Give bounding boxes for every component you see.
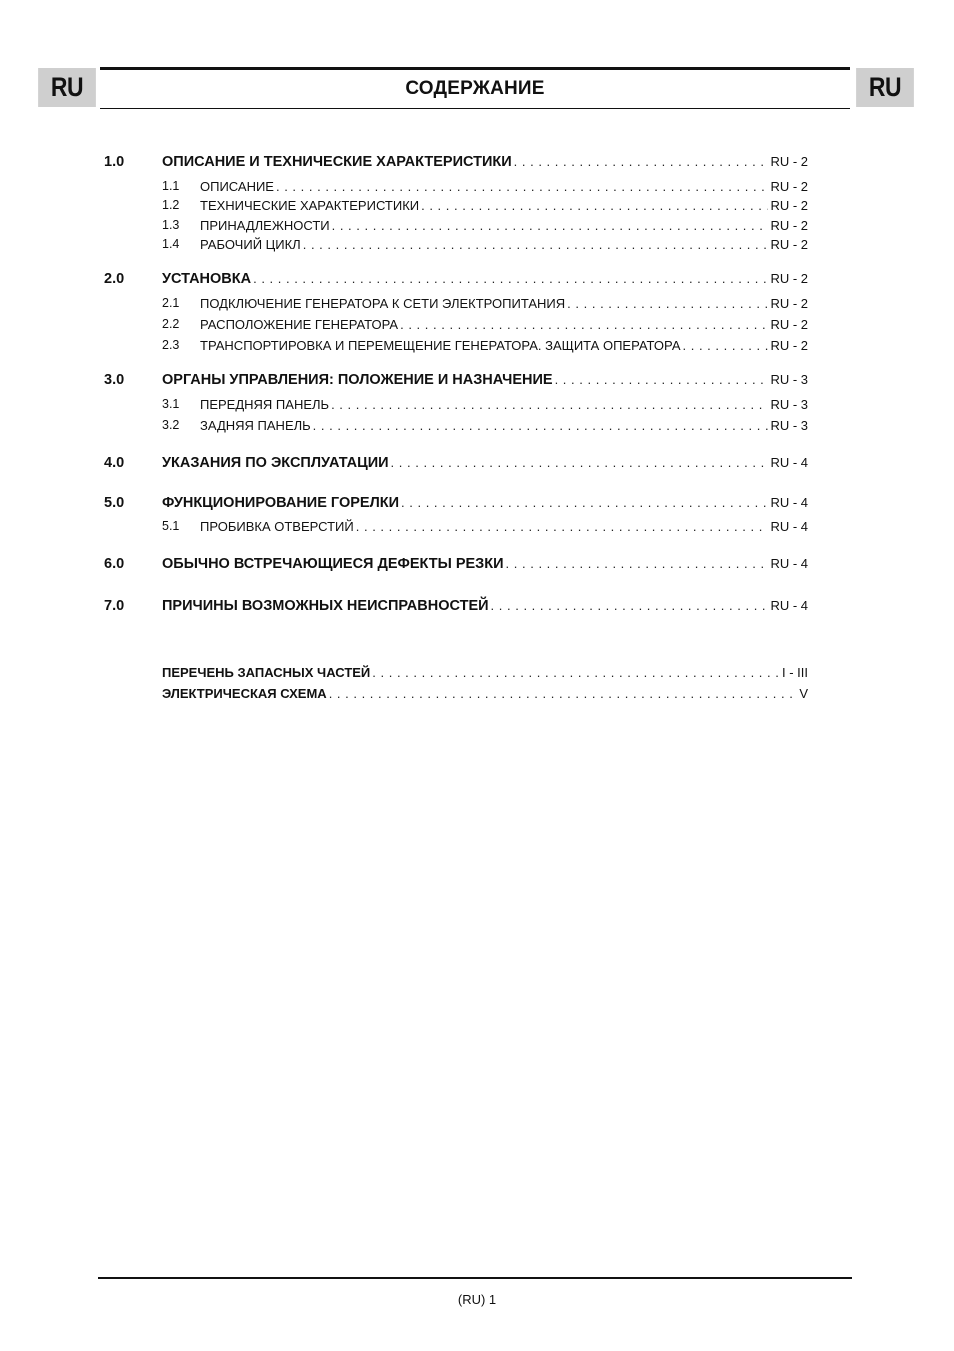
toc-entry[interactable] <box>104 418 808 433</box>
toc-entry-label: ТЕХНИЧЕСКИЕ ХАРАКТЕРИСТИКИ <box>200 198 420 213</box>
toc-leader-dots <box>332 218 769 233</box>
toc-entry-label: РАСПОЛОЖЕНИЕ ГЕНЕРАТОРА <box>200 317 399 332</box>
toc-leader-dots <box>400 317 768 332</box>
toc-entry-number: 4.0 <box>104 455 125 471</box>
toc-entry-label: ПРИНАДЛЕЖНОСТИ <box>200 218 330 233</box>
toc-entry-number: 2.3 <box>162 338 180 352</box>
toc-entry-label: ФУНКЦИОНИРОВАНИЕ ГОРЕЛКИ <box>162 495 400 511</box>
toc-leader-dots <box>683 338 769 353</box>
footer-page-number: (RU) 1 <box>457 1292 497 1307</box>
toc-entry-number: 1.1 <box>162 179 180 193</box>
toc-entry-page: RU - 4 <box>770 556 808 571</box>
toc-entry-number: 7.0 <box>104 598 125 614</box>
toc-entry[interactable] <box>104 598 808 614</box>
toc-entry-page: RU - 4 <box>770 598 808 613</box>
toc-leader-dots <box>401 495 768 510</box>
language-code: RU <box>868 72 902 102</box>
toc-leader-dots <box>372 665 780 680</box>
toc-leader-dots <box>253 271 768 286</box>
toc-leader-dots <box>313 418 769 433</box>
toc-entry-label: ПЕРЕДНЯЯ ПАНЕЛЬ <box>200 397 330 412</box>
toc-entry-page: V <box>799 686 808 701</box>
toc-entry-page: RU - 2 <box>770 154 808 169</box>
toc-entry-number: 5.1 <box>162 519 180 533</box>
toc-entry[interactable] <box>104 556 808 572</box>
toc-entry-number: 2.0 <box>104 271 125 287</box>
toc-entry-label: УСТАНОВКА <box>162 271 252 287</box>
toc-entry-label: ЭЛЕКТРИЧЕСКАЯ СХЕМА <box>162 686 327 701</box>
toc-entry-page: RU - 4 <box>770 519 808 534</box>
toc-leader-dots <box>329 686 798 701</box>
toc-entry-label: ПОДКЛЮЧЕНИЕ ГЕНЕРАТОРА К СЕТИ ЭЛЕКТРОПИТАНИЯ <box>200 296 566 311</box>
toc-appendix-entry[interactable] <box>104 686 808 701</box>
toc-leader-dots <box>514 154 769 169</box>
toc-entry[interactable] <box>104 179 808 194</box>
toc-entry-label: ОПИСАНИЕ И ТЕХНИЧЕСКИЕ ХАРАКТЕРИСТИКИ <box>162 154 512 170</box>
toc-entry-page: RU - 4 <box>770 495 808 510</box>
toc-entry-page: RU - 2 <box>770 179 808 194</box>
toc-leader-dots <box>555 372 769 387</box>
toc-entry-number: 1.4 <box>162 237 180 251</box>
toc-entry-label: ПРИЧИНЫ ВОЗМОЖНЫХ НЕИСПРАВНОСТЕЙ <box>162 598 489 614</box>
toc-entry[interactable] <box>104 397 808 412</box>
toc-entry-page: RU - 2 <box>770 237 808 252</box>
toc-entry-page: RU - 2 <box>770 218 808 233</box>
toc-entry-number: 5.0 <box>104 495 125 511</box>
toc-entry[interactable] <box>104 218 808 233</box>
toc-entry[interactable] <box>104 154 808 170</box>
toc-entry-label: ОПИСАНИЕ <box>200 179 274 194</box>
toc-entry-page: RU - 3 <box>770 397 808 412</box>
toc-entry-label: ОРГАНЫ УПРАВЛЕНИЯ: ПОЛОЖЕНИЕ И НАЗНАЧЕНИЕ <box>162 372 553 388</box>
toc-entry[interactable] <box>104 317 808 332</box>
toc-entry-number: 1.0 <box>104 154 125 170</box>
toc-leader-dots <box>567 296 768 311</box>
language-code: RU <box>50 72 84 102</box>
toc-entry-page: RU - 2 <box>770 338 808 353</box>
toc-entry[interactable] <box>104 455 808 471</box>
toc-entry[interactable] <box>104 296 808 311</box>
toc-entry-label: ПРОБИВКА ОТВЕРСТИЙ <box>200 519 354 534</box>
toc-leader-dots <box>421 198 768 213</box>
toc-leader-dots <box>331 397 768 412</box>
toc-entry-label: УКАЗАНИЯ ПО ЭКСПЛУАТАЦИИ <box>162 455 389 471</box>
toc-leader-dots <box>276 179 768 194</box>
page-title: СОДЕРЖАНИЕ <box>405 78 545 99</box>
toc-leader-dots <box>506 556 769 571</box>
toc-entry-number: 2.2 <box>162 317 180 331</box>
toc-entry-number: 3.0 <box>104 372 125 388</box>
toc-entry-page: RU - 4 <box>770 455 808 470</box>
toc-entry[interactable] <box>104 338 808 353</box>
toc-entry[interactable] <box>104 271 808 287</box>
toc-entry[interactable] <box>104 495 808 511</box>
toc-leader-dots <box>391 455 769 470</box>
toc-entry[interactable] <box>104 237 808 252</box>
page-title-bar <box>100 67 850 109</box>
toc-entry-number: 6.0 <box>104 556 125 572</box>
toc-leader-dots <box>356 519 769 534</box>
toc-leader-dots <box>303 237 769 252</box>
toc-entry[interactable] <box>104 198 808 213</box>
toc-entry-label: ПЕРЕЧЕНЬ ЗАПАСНЫХ ЧАСТЕЙ <box>162 665 371 680</box>
toc-entry-label: ОБЫЧНО ВСТРЕЧАЮЩИЕСЯ ДЕФЕКТЫ РЕЗКИ <box>162 556 504 572</box>
toc-appendix-entry[interactable] <box>104 665 808 680</box>
language-badge-right <box>856 68 914 107</box>
toc-entry-page: RU - 3 <box>770 418 808 433</box>
language-badge-left <box>38 68 96 107</box>
toc-entry-number: 3.2 <box>162 418 180 432</box>
toc-entry-page: RU - 2 <box>770 271 808 286</box>
toc-entry[interactable] <box>104 372 808 388</box>
toc-leader-dots <box>491 598 769 613</box>
toc-entry-label: ЗАДНЯЯ ПАНЕЛЬ <box>200 418 311 433</box>
toc-entry-label: ТРАНСПОРТИРОВКА И ПЕРЕМЕЩЕНИЕ ГЕНЕРАТОРА. ЗАЩИТА ОПЕРАТОРА <box>200 338 681 353</box>
toc-entry-page: RU - 3 <box>770 372 808 387</box>
toc-entry-number: 1.3 <box>162 218 180 232</box>
toc-entry-label: РАБОЧИЙ ЦИКЛ <box>200 237 301 252</box>
footer-divider <box>98 1277 852 1279</box>
toc-entry-number: 2.1 <box>162 296 180 310</box>
toc-entry-number: 1.2 <box>162 198 180 212</box>
toc-entry[interactable] <box>104 519 808 534</box>
toc-entry-page: RU - 2 <box>770 317 808 332</box>
toc-entry-page: I - III <box>782 665 808 680</box>
toc-entry-page: RU - 2 <box>770 198 808 213</box>
toc-entry-page: RU - 2 <box>770 296 808 311</box>
toc-entry-number: 3.1 <box>162 397 180 411</box>
